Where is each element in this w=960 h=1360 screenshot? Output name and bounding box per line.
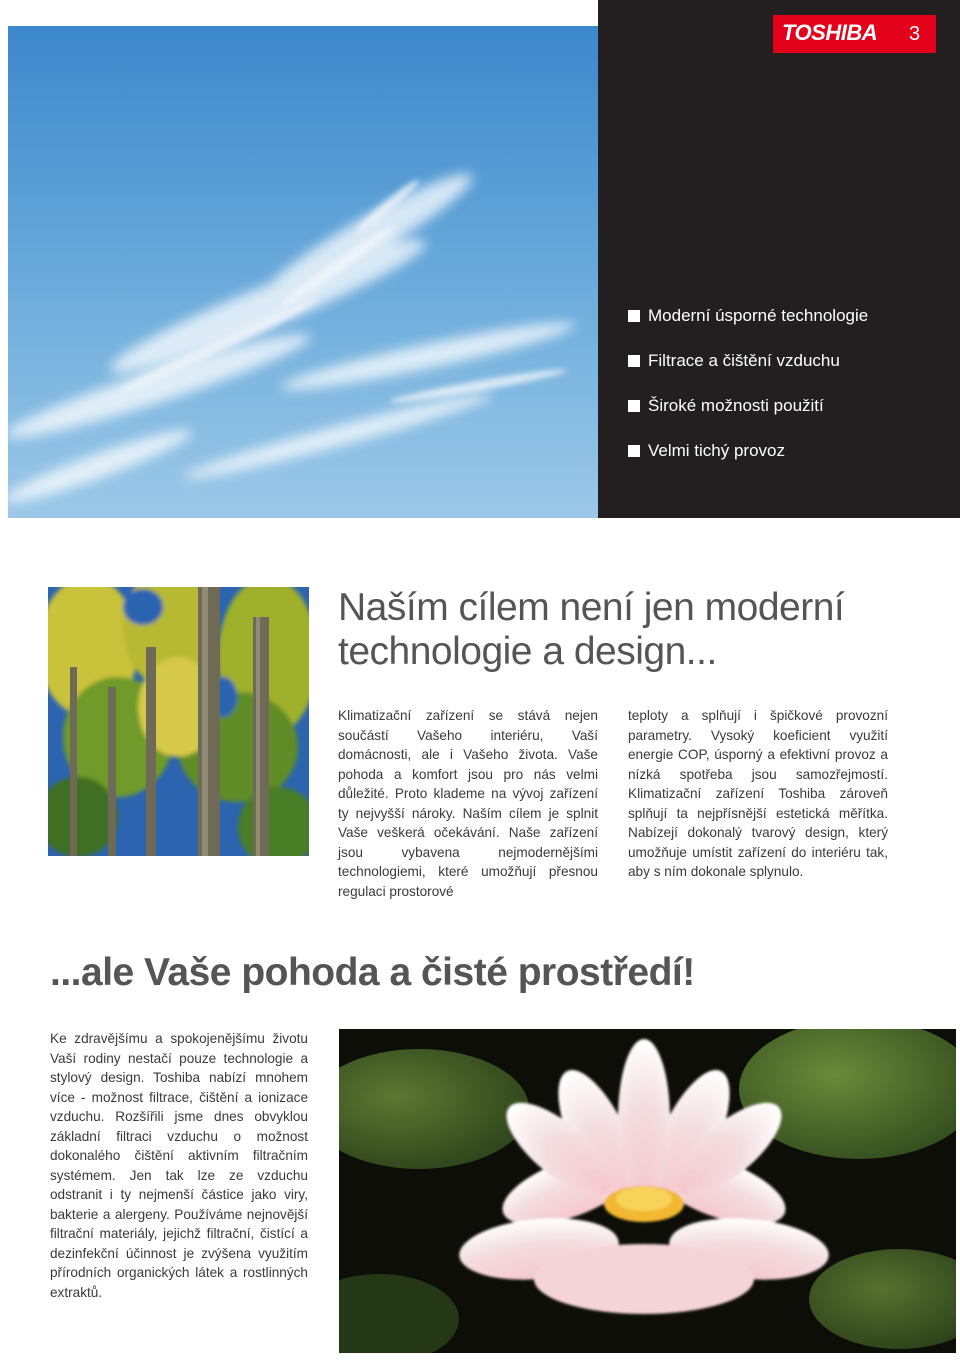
- square-bullet-icon: [628, 310, 640, 322]
- brand-logo: TOSHIBA: [782, 20, 878, 45]
- feature-item: [628, 439, 785, 463]
- section-heading: [338, 586, 844, 674]
- feature-item: [628, 304, 868, 328]
- feature-label: Filtrace a čištění vzduchu: [648, 351, 840, 370]
- sky-photo: [8, 26, 598, 518]
- heading-line: Naším cílem není jen moderní: [338, 586, 845, 629]
- body-column-1: Klimatizační zařízení se stává nejen součástí Vašeho interiéru, Vaší domácnosti, ale i Vašeho života. Vaše pohoda a komfort jsou pro nás velmi důležité. Proto klademe na vývoj zařízení ty nejvyšší nároky. Naším cílem je splnit Vaše veškerá očekávání. Naše zařízení jsou vybavena nejmodernějšími technologiemi, které umožňují přesnou regulaci prostorové: [338, 708, 598, 899]
- feature-label: Moderní úsporné technologie: [648, 306, 869, 325]
- water-lily-photo: [339, 1029, 956, 1353]
- feature-item: [628, 394, 824, 418]
- feature-label: Velmi tichý provoz: [648, 441, 785, 460]
- square-bullet-icon: [628, 400, 640, 412]
- feature-label: Široké možnosti použití: [648, 396, 824, 415]
- body-column-3: Ke zdravějšímu a spokojenějšímu životu Vaší rodiny nestačí pouze technologie a stylový design. Toshiba nabízí mnohem více - možnost filtrace, čištění a ionizace vzduchu. Rozšířili jsme dnes obvyklou základní filtraci vzduchu o možnost dokonalého čištění aktivním filtračním systémem. Jen tak lze ze vzduchu odstranit i ty nejmenší částice jako viry, bakterie a alergeny. Používáme nejnovější filtrační materiály, jejichž filtrační, čistící a dezinfekční účinnost je zvýšena využitím přírodních organických látek a rostlinných extraktů.: [50, 1031, 308, 1300]
- square-bullet-icon: [628, 355, 640, 367]
- body-column-2: teploty a splňují i špičkové provozní parametry. Vysoký koeficient využití energie COP, úsporný a efektivní provoz a nízká spotřeba jsou samozřejmostí. Klimatizační zařízení Toshiba zároveň splňují ta nejpřísnější estetická měřítka. Nabízejí dokonalý tvarový design, který umožňuje umístit zařízení do interiéru tak, aby s ním dokonale splynulo.: [628, 708, 888, 879]
- section-heading-2: ...ale Vaše pohoda a čisté prostředí!: [50, 951, 695, 994]
- square-bullet-icon: [628, 445, 640, 457]
- page-number: 3: [909, 23, 921, 45]
- feature-item: [628, 349, 840, 373]
- trees-photo: [48, 587, 309, 856]
- heading-line: technologie a design...: [338, 630, 717, 673]
